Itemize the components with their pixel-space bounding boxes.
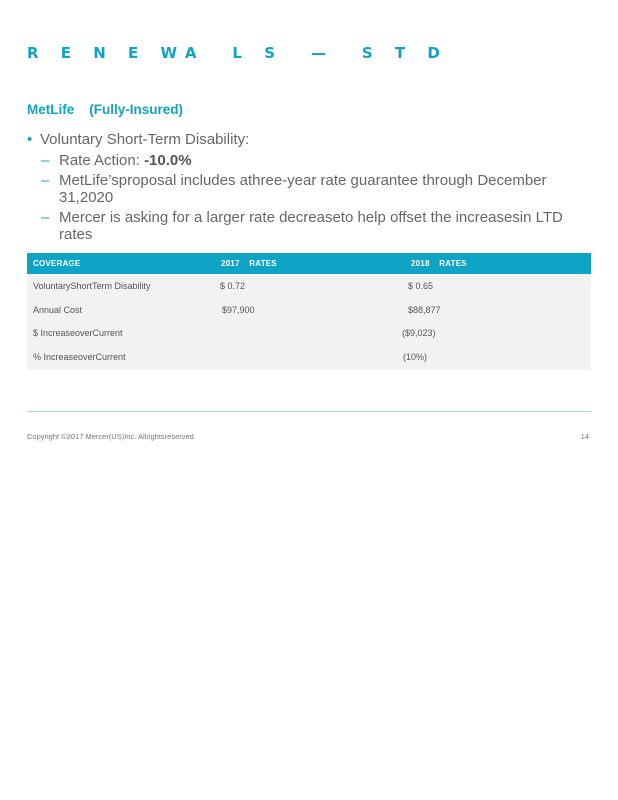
cell-2018: $ 0.65	[408, 281, 434, 291]
header-coverage: COVERAGE	[33, 259, 81, 268]
sub-bullet-mercer	[27, 209, 587, 243]
table-row	[27, 345, 591, 369]
table-row	[27, 321, 591, 345]
sub-bullet-text: MetLife’sproposal includes athree-year rate guarantee through December 31,2020	[59, 172, 547, 206]
sub-bullet-rate-action	[27, 152, 587, 169]
dash-icon: –	[41, 172, 50, 189]
header-2018-rates: 2018 RATES	[411, 259, 467, 268]
cell-2018: ($9,023)	[402, 328, 436, 338]
copyright-text: Copyright ©2017 Mercer(US)Inc. Allrightsreserved.	[27, 432, 196, 441]
table-header	[27, 253, 591, 274]
cell-2017: $ 0.72	[220, 281, 246, 291]
dash-icon: –	[41, 209, 50, 226]
table-row	[27, 298, 591, 322]
bullet-text: Voluntary Short-Term Disability:	[40, 131, 250, 148]
footer-divider	[27, 411, 591, 412]
rate-action-value: -10.0%	[144, 152, 192, 169]
sub-bullet-guarantee	[27, 172, 587, 206]
sub-bullet-text: Mercer is asking for a larger rate decreaseto help offset the increasesin LTD rates	[59, 209, 563, 243]
rate-action-label: Rate Action:	[59, 152, 145, 169]
bullet-item	[27, 130, 587, 149]
cell-2018: $88,877	[408, 304, 441, 315]
bullet-dot-icon: •	[27, 131, 33, 148]
page-number: 14	[580, 432, 589, 441]
slide-title: R E N E WA L S — S T D	[27, 44, 449, 62]
dash-icon: –	[41, 152, 50, 169]
table-body	[27, 274, 591, 370]
header-2017-rates: 2017 RATES	[221, 259, 277, 268]
cell-coverage: VoluntaryShortTerm Disability	[33, 281, 151, 291]
slide-subtitle: MetLife (Fully-Insured)	[27, 102, 184, 117]
cell-coverage: Annual Cost	[33, 304, 83, 315]
bullet-list	[27, 130, 587, 243]
cell-2018: (10%)	[403, 351, 428, 362]
table-row	[27, 274, 591, 298]
cell-coverage: % IncreaseoverCurrent	[33, 351, 126, 362]
rates-table	[27, 253, 591, 370]
cell-coverage: $ IncreaseoverCurrent	[33, 328, 123, 338]
cell-2017: $97,900	[222, 304, 255, 315]
